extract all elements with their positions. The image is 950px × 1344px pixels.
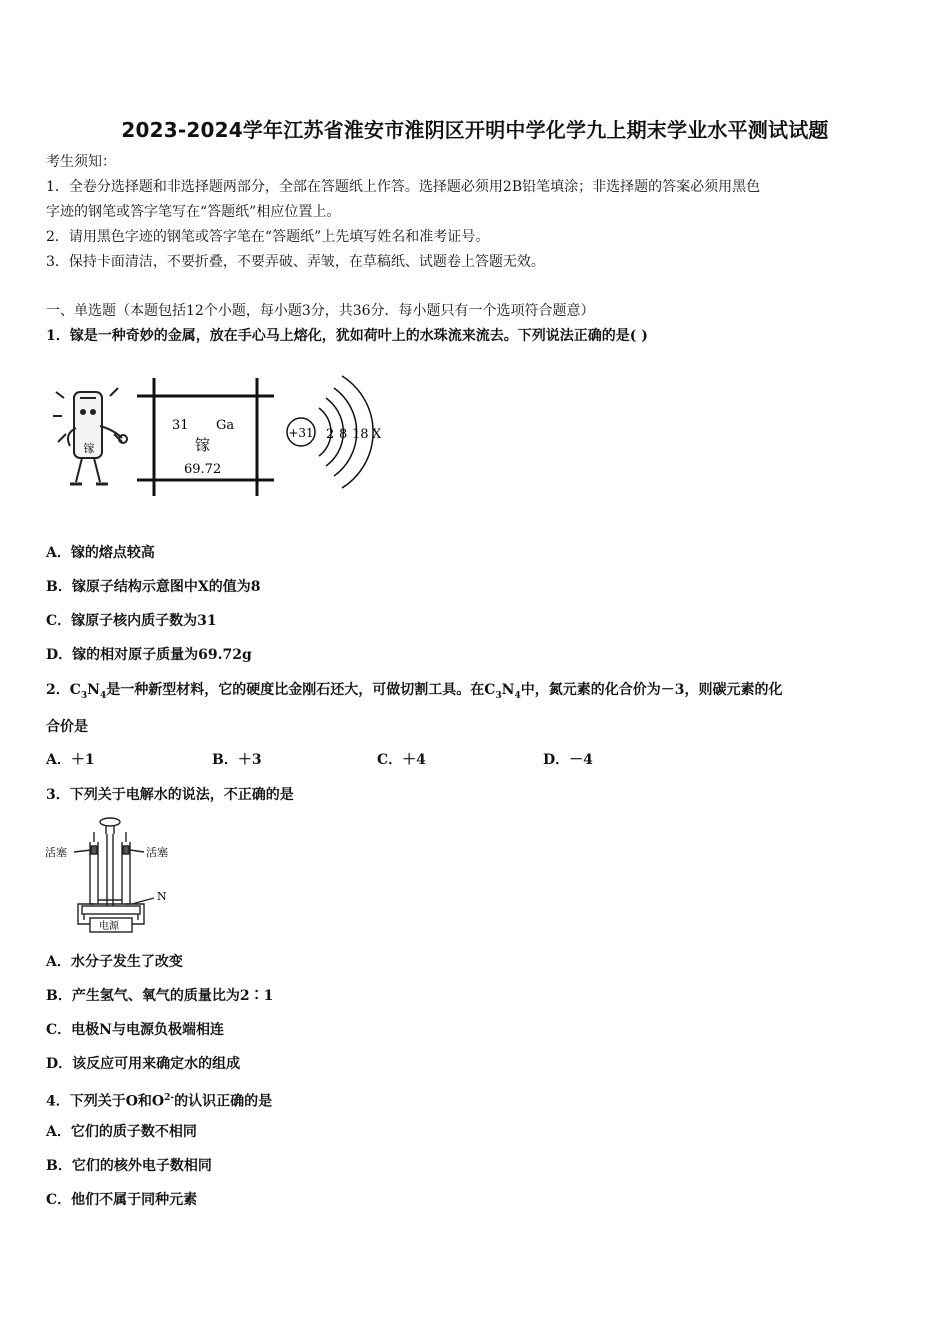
q2-stem-part1: 2．C <box>46 682 81 698</box>
element-name: 镓 <box>195 436 211 454</box>
q2-sub3: 3 <box>495 690 502 701</box>
notice-item-2: 2．请用黑色字迹的钢笔或答字笔在“答题纸”上先填写姓名和准考证号。 <box>46 229 490 245</box>
right-valve-label: 活塞 <box>146 846 168 859</box>
shell-electrons-3: 18 <box>352 427 369 442</box>
q2-sub4: 4 <box>514 690 521 701</box>
q2-sub1: 3 <box>80 690 88 701</box>
q2-stem-part3: 是一种新型材料，它的硬度比金刚石还大，可做切割工具。在C <box>106 682 496 698</box>
section-heading: 一、单选题（本题包括12个小题，每小题3分，共36分．每小题只有一个选项符合题意） <box>46 303 595 319</box>
notice-item-1: 1．全卷分选择题和非选择题两部分，全部在答题纸上作答。选择题必须用2B铅笔填涂；非选择题的答案必须用黑色 <box>46 179 761 195</box>
q4-sup: 2- <box>164 1093 175 1103</box>
q2-stem-part4: N <box>501 682 515 698</box>
shell-electrons-2: 8 <box>339 427 348 442</box>
q3-option-c: C．电极N与电源负极端相连 <box>46 1022 224 1038</box>
q2-stem-line2: 合价是 <box>46 719 88 735</box>
notice-heading: 考生须知： <box>46 154 116 170</box>
q2-option-b: B．＋3 <box>212 752 262 768</box>
q4-option-b: B．它们的核外电子数相同 <box>46 1158 212 1174</box>
q4-option-a: A．它们的质子数不相同 <box>46 1124 197 1140</box>
q1-option-b: B．镓原子结构示意图中X的值为8 <box>46 579 261 595</box>
page-title: 2023-2024学年江苏省淮安市淮阴区开明中学化学九上期末学业水平测试试题 <box>121 118 829 142</box>
q1-option-a: A．镓的熔点较高 <box>46 545 155 561</box>
notice-item-1-cont: 字迹的钢笔或答字笔写在“答题纸”相应位置上。 <box>46 204 341 220</box>
electrode-n-label: N <box>157 890 167 903</box>
atomic-number: 31 <box>172 418 189 433</box>
gallium-mascot-icon <box>53 388 127 484</box>
q1-stem: 1．镓是一种奇妙的金属，放在手心马上熔化，犹如荷叶上的水珠流来流去。下列说法正确的是( ) <box>46 328 648 344</box>
q2-stem-part2: N <box>87 682 100 698</box>
q1-option-c: C．镓原子核内质子数为31 <box>46 613 217 629</box>
mascot-label: 镓 <box>83 442 95 455</box>
q2-stem-part5: 中，氮元素的化合价为－3，则碳元素的化 <box>520 682 783 698</box>
q3-option-d: D．该反应可用来确定水的组成 <box>46 1056 241 1072</box>
notice-item-3: 3．保持卡面清洁，不要折叠，不要弄破、弄皱，在草稿纸、试题卷上答题无效。 <box>46 254 545 270</box>
q2-option-d: D．－4 <box>543 752 593 768</box>
q3-option-b: B．产生氢气、氧气的质量比为2∶1 <box>46 988 274 1004</box>
shell-electrons-1: 2 <box>326 427 335 442</box>
left-valve-label: 活塞 <box>45 846 67 859</box>
q3-electrolysis-figure <box>44 812 184 936</box>
shell-electrons-4: X <box>372 427 382 442</box>
q3-option-a: A．水分子发生了改变 <box>46 954 183 970</box>
q2-sub2: 4 <box>99 690 107 701</box>
q1-figure <box>52 368 402 508</box>
element-symbol: Ga <box>216 418 235 433</box>
q1-option-d: D．镓的相对原子质量为69.72g <box>46 647 252 663</box>
atomic-mass: 69.72 <box>184 462 222 477</box>
power-supply-label: 电源 <box>99 921 119 932</box>
q4-stem <box>46 1088 272 1112</box>
q4-option-c: C．他们不属于同种元素 <box>46 1192 198 1208</box>
q2-stem <box>46 680 782 706</box>
q2-option-a: A．＋1 <box>46 752 95 768</box>
nucleus-charge: +31 <box>288 426 314 440</box>
q3-stem: 3．下列关于电解水的说法，不正确的是 <box>46 787 294 803</box>
q4-stem-part2: 的认识正确的是 <box>174 1093 273 1110</box>
q4-stem-part1: 4．下列关于O和O <box>46 1093 165 1110</box>
q2-option-c: C．＋4 <box>377 752 426 768</box>
